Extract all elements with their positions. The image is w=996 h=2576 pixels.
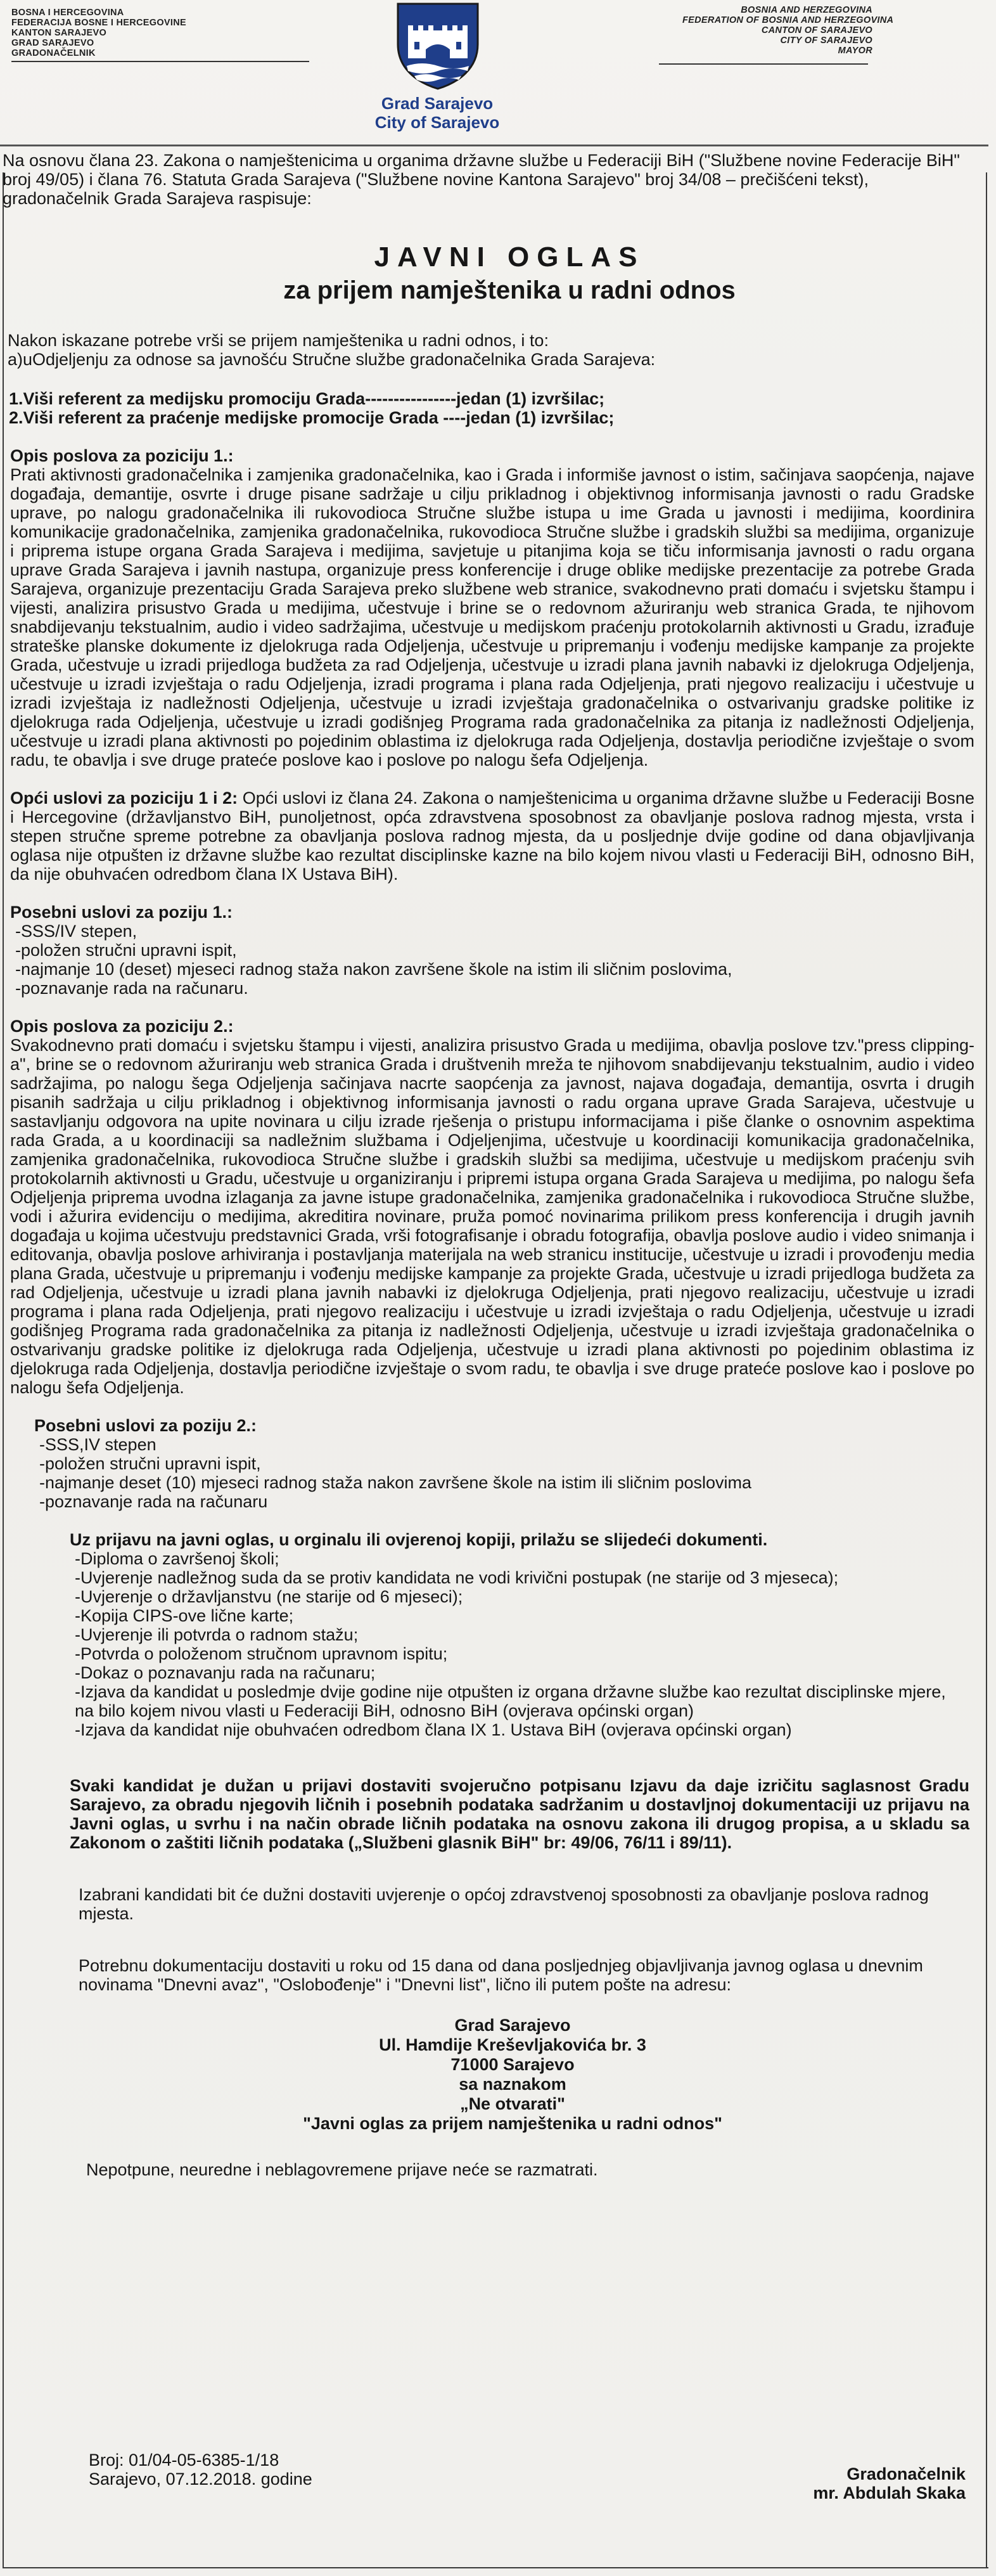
reference-date: Sarajevo, 07.12.2018. godine [89, 2470, 312, 2489]
special1-heading: Posebni uslovi za poziju 1.: [10, 903, 233, 922]
signature-block [813, 2464, 966, 2502]
list-item: -Potvrda o položenom stručnom upravnom ispitu; [75, 1644, 448, 1663]
list-item: -najmanje deset (10) mjeseci radnog staža nakon završene škole na istim ili sličnim poslovima [39, 1473, 751, 1492]
medical-paragraph: Izabrani kandidati bit će dužni dostaviti uvjerenje o općoj zdravstvenoj sposobnosti za obavljanje poslova radnog mjesta. [79, 1885, 929, 1923]
lead-paragraph [8, 331, 981, 369]
special2-list [39, 1435, 981, 1511]
list-item: -Uvjerenje ili potvrda o radnom stažu; [75, 1625, 359, 1644]
signer-name: mr. Abdulah Skaka [813, 2483, 966, 2502]
position-item-2: 2.Viši referent za praćenje medijske promocije Grada ----jedan (1) izvršilac; [9, 408, 615, 427]
list-item: -SSS,IV stepen [39, 1435, 156, 1454]
letterhead-left-rule [11, 61, 309, 62]
lead-line: Nakon iskazane potrebe vrši se prijem namještenika u radni odnos, i to: [8, 331, 549, 350]
top-border [0, 145, 988, 146]
letterhead-right-line: MAYOR [838, 46, 872, 56]
letterhead-left-line: KANTON SARAJEVO [11, 28, 107, 38]
letterhead-right-rule [659, 63, 868, 65]
section2-heading: Opis poslova za poziciju 2.: [10, 1017, 234, 1036]
list-item: -Izjava da kandidat u posledmje dvije godine nije otpušten iz organa državne službe kao rezultat disciplinske mjere, na bilo kojem nivou vlasti u Federaciji BiH, odnosno BiH (ovjerava općinski organ) [75, 1682, 946, 1720]
letterhead-right [682, 5, 894, 56]
list-item: -najmanje 10 (deset) mjeseci radnog staža nakon završene škole na istim ili sličnim poslovima, [15, 960, 732, 979]
list-item: -poznavanje rada na računaru [39, 1492, 268, 1511]
letterhead-right-line: FEDERATION OF BOSNIA AND HERZEGOVINA [682, 15, 894, 25]
letterhead-left [11, 8, 220, 58]
position-item-1: 1.Viši referent za medijsku promociju Grada----------------jedan (1) izvršilac; [9, 389, 605, 408]
announcement-title: JAVNI OGLAS [374, 242, 645, 273]
address-line: 71000 Sarajevo [450, 2055, 575, 2074]
mailing-address [0, 2016, 981, 2134]
general-conditions-text: Opći uslovi iz člana 24. Zakona o namještenicima u organima državne službe u Federaciji Bosne i Hercegovine (državljanstvo BiH, punoljetnost, opća zdravstvena sposobnost za obavljanje poslova radnog mjesta, vrsta i stepen stručne spreme potrebne za obavljanja poslova radnog mjesta, da u posljednje dvije godine od dana objavljivanja oglasa nije otpušten iz državne službe kao rezultat disciplinske kazne na bilo kojem nivou vlasti u Federaciji BiH, odnosno BiH, da nije obuhvaćen odredbom člana IX Ustava BiH). [10, 789, 974, 884]
list-item: -poznavanje rada na računaru. [15, 979, 248, 998]
address-line: "Javni oglas za prijem namještenika u radni odnos" [303, 2114, 722, 2133]
letterhead-left-line: BOSNA I HERCEGOVINA [11, 8, 124, 18]
special1-list [15, 922, 981, 998]
general-conditions [10, 789, 981, 884]
letterhead-right-line: BOSNIA AND HERZEGOVINA [741, 5, 872, 15]
frame-right-border [986, 172, 987, 2568]
letterhead-right-line: CANTON OF SARAJEVO [761, 25, 872, 35]
announcement-body [0, 151, 981, 2179]
list-item: -Dokaz o poznavanju rada na računaru; [75, 1663, 376, 1682]
legal-basis-paragraph: Na osnovu člana 23. Zakona o namještenicima u organima državne službe u Federaciji BiH ("Službene novine Federacije BiH" broj 49/05) i člana 76. Statuta Grada Sarajeva ("Službene novine Kantona Sarajevo" broj 34/08 – prečišćeni tekst), gradonačelnik Grada Sarajeva raspisuje: [3, 151, 960, 208]
list-item: -Uvjerenje o državljanstvu (ne starije od 6 mjeseci); [75, 1587, 463, 1606]
letterhead-left-line: GRAD SARAJEVO [11, 38, 94, 48]
letterhead [0, 0, 996, 152]
frame-bottom-border [3, 2567, 988, 2568]
documents-list [75, 1549, 981, 1739]
section1-heading: Opis poslova za poziciju 1.: [10, 446, 234, 465]
signer-title: Gradonačelnik [846, 2464, 966, 2483]
city-name [342, 94, 532, 132]
list-item: -Kopija CIPS-ove lične karte; [75, 1606, 294, 1625]
consent-paragraph: Svaki kandidat je dužan u prijavi dostaviti svojeručno potpisanu Izjavu da daje izričitu saglasnost Gradu Sarajevo, za obradu njegovih ličnih i posebnih podataka sadržanim u dostavljnoj dokumentaciji uz prijavu na Javni oglas, u svrhu i na način obrade ličnih podataka na osnovu zakona ili drugog propisa, a u skladu sa Zakonom o zaštiti ličnih podataka („Službeni glasnik BiH" br: 49/06, 76/11 i 89/11). [70, 1776, 969, 1852]
list-item: -položen stručni upravni ispit, [39, 1454, 261, 1473]
list-item: -Izjava da kandidat nije obuhvaćen odredbom člana IX 1. Ustava BiH (ovjerava općinski organ) [75, 1720, 792, 1739]
city-name-en: City of Sarajevo [374, 113, 500, 132]
submission-paragraph: Potrebnu dokumentaciju dostaviti u roku od 15 dana od dana posljednjeg objavljivanja javnog oglasa u dnevnim novinama "Dnevni avaz", "Oslobođenje" i "Dnevni list", lično ili putem pošte na adresu: [79, 1956, 923, 1994]
section1-text: Prati aktivnosti gradonačelnika i zamjenika gradonačelnika, kao i Grada i informiše javnost o istim, sačinjava saopćenja, najave događaja, demantije, osvrte i druge pisane sadržaje u cilju prikladnog i objektivnog informisanja javnosti o radu Gradske uprave, po nalogu gradonačelnika ili rukovodioca Stručne službe istupa u ime Grada u javnosti i medijima, koordinira komunikacije gradonačelnika, zamjenika gradonačelnika, rukovodioca Stručne službe i gradskih službi sa medijima, organizuje i priprema istupe organa Grada Sarajeva i medijima, savjetuje u pitanjima koja se tiču informisanja javnosti o radu organa uprave Grada Sarajeva i javnih nastupa, organizuje press konferencije i druge oblike medijske prezentacije za potrebe Grada Sarajeva, organizuje prezentaciju Grada Sarajeva preko službene web stranice, svakodnevno prati domaću i svjetsku štampu i vijesti, analizira prisustvo Grada u medijima, učestvuje i brine se o redovnom ažuriranju web stranica Grada, te njihovom snabdijevanju tekstualnim, audio i video sadržajima, učestvuje u medijskom praćenju protokolarnih aktivnosti u Gradu, izrađuje strateške planske dokumente iz djelokruga rada Odjeljenja, učestvuje u pripremanju i vođenju medijske kampanje za projekte Grada, učestvuje u izradi prijedloga budžeta za rad Odjeljenja, učestvuje u izradi plana javnih nabavki iz djelokruga Odjeljenja, učestvuje u izradi izvještaja o radu Odjeljenja, izradi programa i plana rada Odjeljenja, prati njegovo realizaciju i učestvuje u izradi izvještaja iz nadležnosti Odjeljenja, učestvuje u izradi izvještaja gradonačelnika o ostvarivanju gradske politike iz djelokruga rada Odjeljenja, učestvuje u izradi godišnjeg Programa rada gradonačelnika za pitanja iz nadležnosti Odjeljenja, učestvuje u izradi plana aktivnosti po pojedinim oblastima iz djelokruga rada Odjeljenja, dostavlja periodične izvještaje o svom radu, te obavlja i sve druge prateće poslove kao i poslove po nalogu šefa Odjeljenja. [10, 465, 974, 770]
letterhead-right-line: CITY OF SARAJEVO [780, 35, 872, 46]
sarajevo-coat-of-arms-icon [389, 0, 487, 90]
letterhead-left-line: GRADONAČELNIK [11, 48, 96, 58]
lead-line: a)uOdjeljenju za odnose sa javnošću Stručne službe gradonačelnika Grada Sarajeva: [8, 350, 656, 369]
address-line: „Ne otvarati" [460, 2094, 565, 2113]
announcement-subtitle: za prijem namještenika u radni odnos [283, 276, 736, 304]
list-item: -Diploma o završenoj školi; [75, 1549, 279, 1568]
special2-heading: Posebni uslovi za poziju 2.: [34, 1416, 257, 1435]
address-line: sa naznakom [459, 2075, 566, 2094]
list-item: -Uvjerenje nadležnog suda da se protiv kandidata ne vodi krivični postupak (ne starije od 3 mjeseca); [75, 1568, 839, 1587]
city-name-bs: Grad Sarajevo [381, 94, 494, 113]
list-item: -SSS/IV stepen, [15, 922, 137, 941]
address-line: Ul. Hamdije Kreševljakovića br. 3 [379, 2035, 646, 2054]
letterhead-left-line: FEDERACIJA BOSNE I HERCEGOVINE [11, 18, 186, 28]
incomplete-applications-note: Nepotpune, neuredne i neblagovremene prijave neće se razmatrati. [86, 2160, 598, 2179]
documents-heading: Uz prijavu na javni oglas, u orginalu ili ovjerenoj kopiji, prilažu se slijedeći dokumenti. [70, 1530, 768, 1549]
positions-list [9, 389, 981, 427]
reference-number: Broj: 01/04-05-6385-1/18 [89, 2450, 279, 2470]
section2-text: Svakodnevno prati domaću i svjetsku štampu i vijesti, analizira prisustvo Grada u medijima, obavlja poslove tzv."press clipping-a", brine se o redovnom ažuriranju web stranica Grada i društvenih mreža te njihovom snabdijevanju tekstualnim, audio i video sadržajima, po nalogu šega Odjeljenja sačinjava nacrte saopćenja za javnost, najava događaja, demantija, osvrta i drugih pisanih sadržaja u cilju prikladnog i objektivnog informisanja javnosti o radu organa uprave Grada Sarajeva, učestvuje u sastavljanju odgovora na upite novinara u cilju izrade rješenja o pristupu informacijama i piše članke o osnovnim aspektima rada Grada, a u koordinaciji sa nadležnim službama i Odjeljenjima, učestvuje u koordinaciji komunikacija gradonačelnika, zamjenika gradonačelnika, rukovodioca Stručne službe i gradskih službi sa medijima, učestvuje u medijskom praćenju svih protokolarnih aktivnosti u Gradu, učestvuje u organiziranju i pripremi istupa organa Grada Sarajeva u medijima, po nalogu šefa Odjeljenja priprema uvodna izlaganja za javne istupe gradonačelnika, zamjenika gradonačelnika i rukovodioca Stručne službe, vodi i ažurira evidenciju o medijima, akreditira novinare, pruža pomoć novinarima prilikom press konferencija i drugih javnih događaja u kojima učestvuju predstavnici Grada, vrši fotografisanje i obradu fotografija, obavlja poslove audio i video snimanja i editovanja, obavlja poslove arhiviranja i postavljanja materijala na web stranicu institucije, učestvuje u izradi i provođenju media plana Grada, učestvuje u pripremanju i vođenju medijske kampanje za projekte Grada, učestvuje u izradi prijedloga budžeta za rad Odjeljenja, učestvuje u izradi plana javnih nabavki iz djelokruga Odjeljenja, prati njegovo realizaciju, učestvuje u izradi programa i plana rada Odjeljenja, prati njegovo realizaciju i učestvuje u izradi izvještaja o radu Odjeljenja, učestvuje u izradi godišnjeg Programa rada gradonačelnika za pitanja iz nadležnosti Odjeljenja, učestvuje u izradi izvještaja gradonačelnika o ostvarivanju gradske politike iz djelokruga rada Odjeljenja, učestvuje u izradi plana aktivnosti po pojedinim oblastima iz djelokruga rada Odjeljenja, dostavlja periodične izvještaje o svom radu, te obavlja i sve druge prateće poslove kao i poslove po nalogu šefa Odjeljenja. [10, 1036, 974, 1397]
address-line: Grad Sarajevo [454, 2016, 571, 2035]
general-conditions-heading: Opći uslovi za poziciju 1 i 2: [10, 789, 238, 808]
list-item: -položen stručni upravni ispit, [15, 941, 237, 960]
reference-block [89, 2450, 312, 2489]
